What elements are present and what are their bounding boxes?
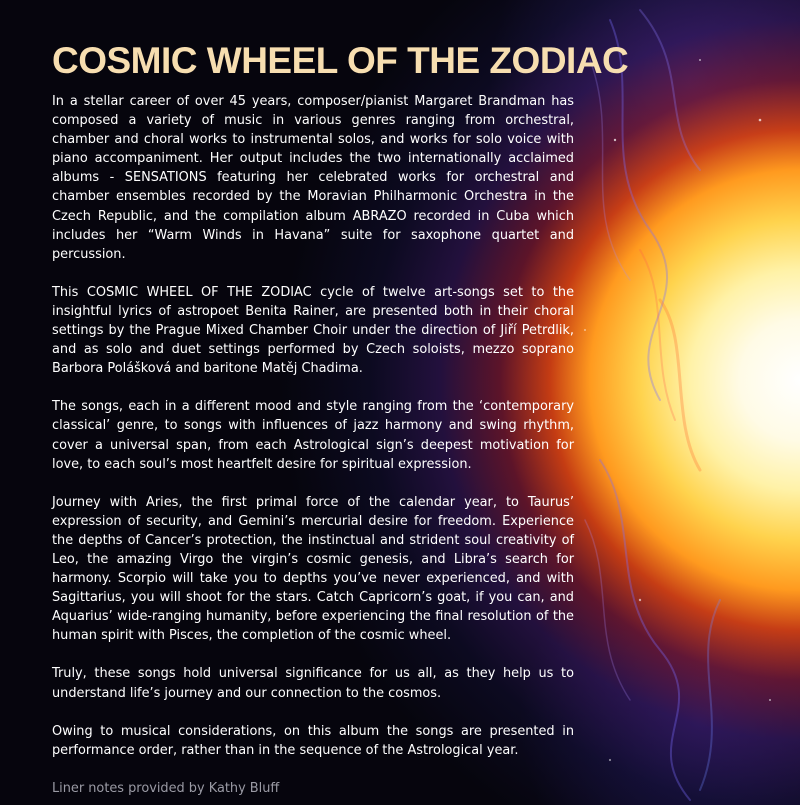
paragraph-career: In a stellar career of over 45 years, composer/pianist Margaret Brandman has composed a variety of music in various genres ranging from orchestral, chamber and choral works to instrumental solos, and works for solo voice with piano accompaniment. Her output includes the two internationally acclaimed albums - SENSATIONS featuring her celebrated works for orchestral and chamber ensembles recorded by the Moravian Philharmonic Orchestra in the Czech Republic, and the compilation album ABRAZO recorded in Cuba which includes her “Warm Winds in Havana” suite for saxophone quartet and percussion. <box>52 94 574 262</box>
paragraph-significance: Truly, these songs hold universal significance for us all, as they help us to understand life’s journey and our connection to the cosmos. <box>52 666 574 701</box>
paragraph-styles: The songs, each in a different mood and style ranging from the ‘contemporary classical’ genre, to songs with influences of jazz harmony and swing rhythm, cover a universal span, from each Astrological sign’s deepest motivation for love, to each soul’s most heartfelt desire for spiritual expression. <box>52 399 574 472</box>
page-title: COSMIC WHEEL OF THE ZODIAC <box>52 40 629 81</box>
paragraph-zodiac-journey: Journey with Aries, the first primal force of the calendar year, to Taurus’ expression of security, and Gemini’s mercurial desire for freedom. Experience the depths of Cancer’s protection, the instinctual and strident soul creativity of Leo, the amazing Virgo the virgin’s cosmic genesis, and Libra’s search for harmony. Scorpio will take you to depths you’ve never experienced, and with Sagittarius, you will shoot for the stars. Catch Capricorn’s goat, if you can, and Aquarius’ wide-ranging humanity, before experiencing the final resolution of the human spirit with Pisces, the completion of the cosmic wheel. <box>52 494 574 644</box>
liner-notes-text <box>52 40 629 798</box>
paragraph-song-cycle: This COSMIC WHEEL OF THE ZODIAC cycle of twelve art-songs set to the insightful lyrics of astropoet Benita Rainer, are presented both in their choral settings by the Prague Mixed Chamber Choir under the direction of Jiří Petrdlik, and as solo and duet settings performed by Czech soloists, mezzo soprano Barbora Polášková and baritone Matěj Chadima. <box>52 284 574 377</box>
credit-line: Liner notes provided by Kathy Bluff <box>52 780 280 796</box>
paragraph-order-note: Owing to musical considerations, on this album the songs are presented in performance order, rather than in the sequence of the Astrological year. <box>52 723 574 758</box>
